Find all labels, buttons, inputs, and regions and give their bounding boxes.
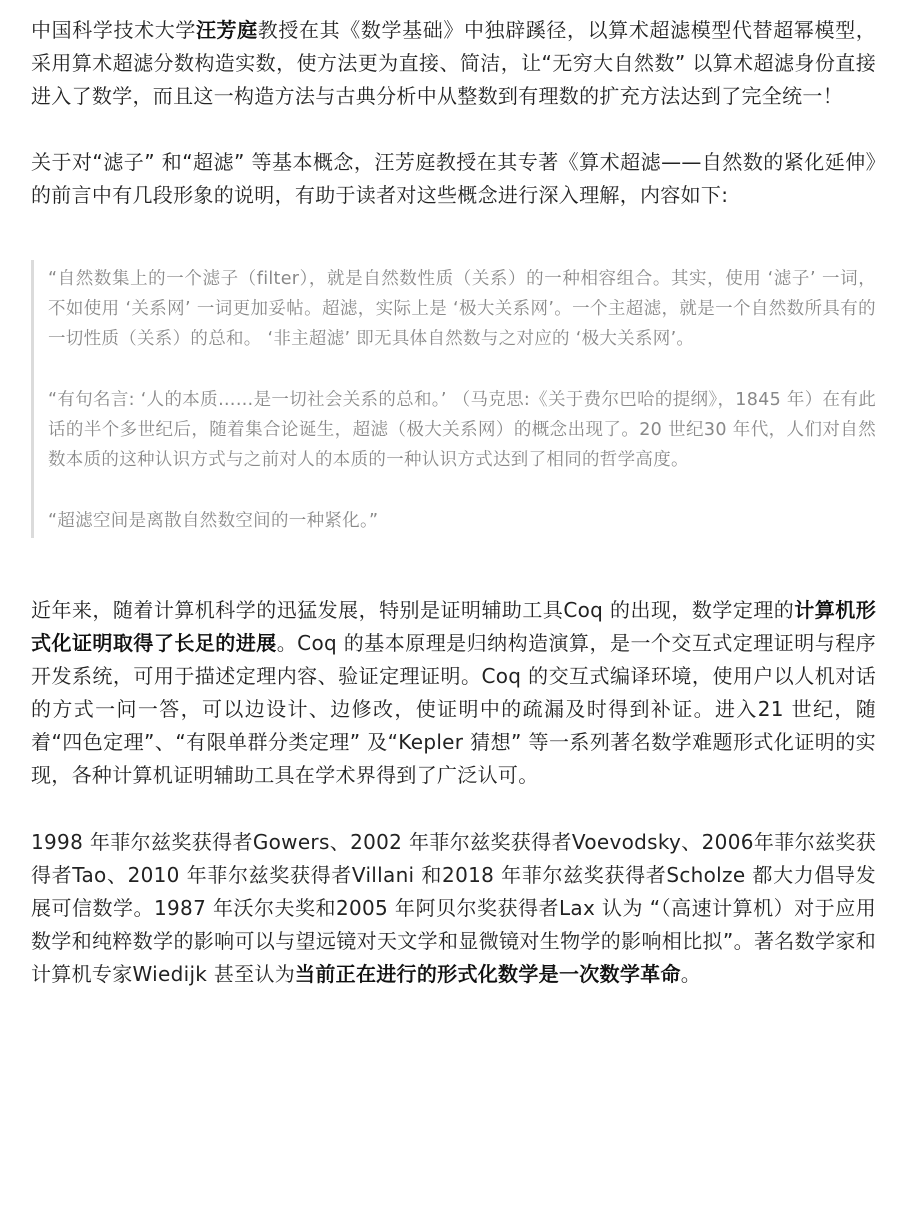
- quote-paragraph-compactification: “超滤空间是离散自然数空间的一种紧化。”: [48, 511, 379, 531]
- paragraph-coq-text-end: 。Coq 的基本原理是归纳构造演算，是一个交互式定理证明与程序开发系统，可用于描述定理内容、验证定理证明。Coq 的交互式编译环境，使用户以人机对话的方式一问一答，可以边设计、边修改，使证明中的疏漏及时得到补证。进入21 世纪，随着“四色定理”、“有限单群分类定理” 及“Kepler 猜想” 等一系列著名数学难题形式化证明的实现，各种计算机证明辅助工具在学术界得到了广泛认可。: [31, 631, 876, 787]
- formal-proof-progress-bold: 计算机形式化证明取得了长足的进展: [31, 598, 877, 655]
- paragraph-intro-text-start: 中国科学技术大学: [31, 18, 196, 42]
- paragraph-intro-text-end: 教授在其《数学基础》中独辟蹊径，以算术超滤模型代替超幂模型，采用算术超滤分数构造实数，使方法更为直接、简洁，让“无穷大自然数” 以算术超滤身份直接进入了数学，而且这一构造方法与古典分析中从整数到有理数的扩充方法达到了完全统一！: [31, 18, 876, 108]
- paragraph-coq-text-start: 近年来，随着计算机科学的迅猛发展，特别是证明辅助工具Coq 的出现，数学定理的: [31, 598, 795, 622]
- quote-paragraph-marx: “有句名言: ‘人的本质……是一切社会关系的总和。’ （马克思:《关于费尔巴哈的提纲》，1845 年）在有此话的半个多世纪后，随着集合论诞生，超滤（极大关系网）的概念出现了。20 世纪30 年代，人们对自然数本质的这种认识方式与之前对人的本质的一种认识方式达到了相同的哲学高度。: [48, 390, 876, 470]
- author-name-bold: 汪芳庭: [195, 18, 258, 42]
- paragraph-fields-medalists: [31, 826, 876, 991]
- paragraph-coq: [31, 594, 876, 792]
- paragraph-filter-concepts: 关于对“滤子” 和“超滤” 等基本概念，汪芳庭教授在其专著《算术超滤——自然数的紧化延伸》的前言中有几段形象的说明，有助于读者对这些概念进行深入理解，内容如下:: [31, 150, 876, 207]
- math-revolution-bold: 当前正在进行的形式化数学是一次数学革命: [295, 962, 681, 986]
- quote-paragraph-filter: “自然数集上的一个滤子（filter），就是自然数性质（关系）的一种相容组合。其实，使用 ‘滤子’ 一词，不如使用 ‘关系网’ 一词更加妥帖。超滤，实际上是 ‘极大关系网’。一个主超滤，就是一个自然数所具有的一切性质（关系）的总和。 ‘非主超滤’ 即无具体自然数与之对应的 ‘极大关系网’。: [48, 269, 876, 349]
- paragraph-intro: [31, 14, 876, 113]
- blockquote: [31, 260, 876, 538]
- paragraph-fields-text-end: 。: [680, 962, 702, 986]
- paragraph-fields-text-start: 1998 年菲尔兹奖获得者Gowers、2002 年菲尔兹奖获得者Voevodsky、2006年菲尔兹奖获得者Tao、2010 年菲尔兹奖获得者Villani 和2018 年菲尔兹奖获得者Scholze 都大力倡导发展可信数学。1987 年沃尔夫奖和2005 年阿贝尔奖获得者Lax 认为 “（高速计算机）对于应用数学和纯粹数学的影响可以与望远镜对天文学和显微镜对生物学的影响相比拟”。著名数学家和计算机专家Wiedijk 甚至认为: [31, 830, 876, 986]
